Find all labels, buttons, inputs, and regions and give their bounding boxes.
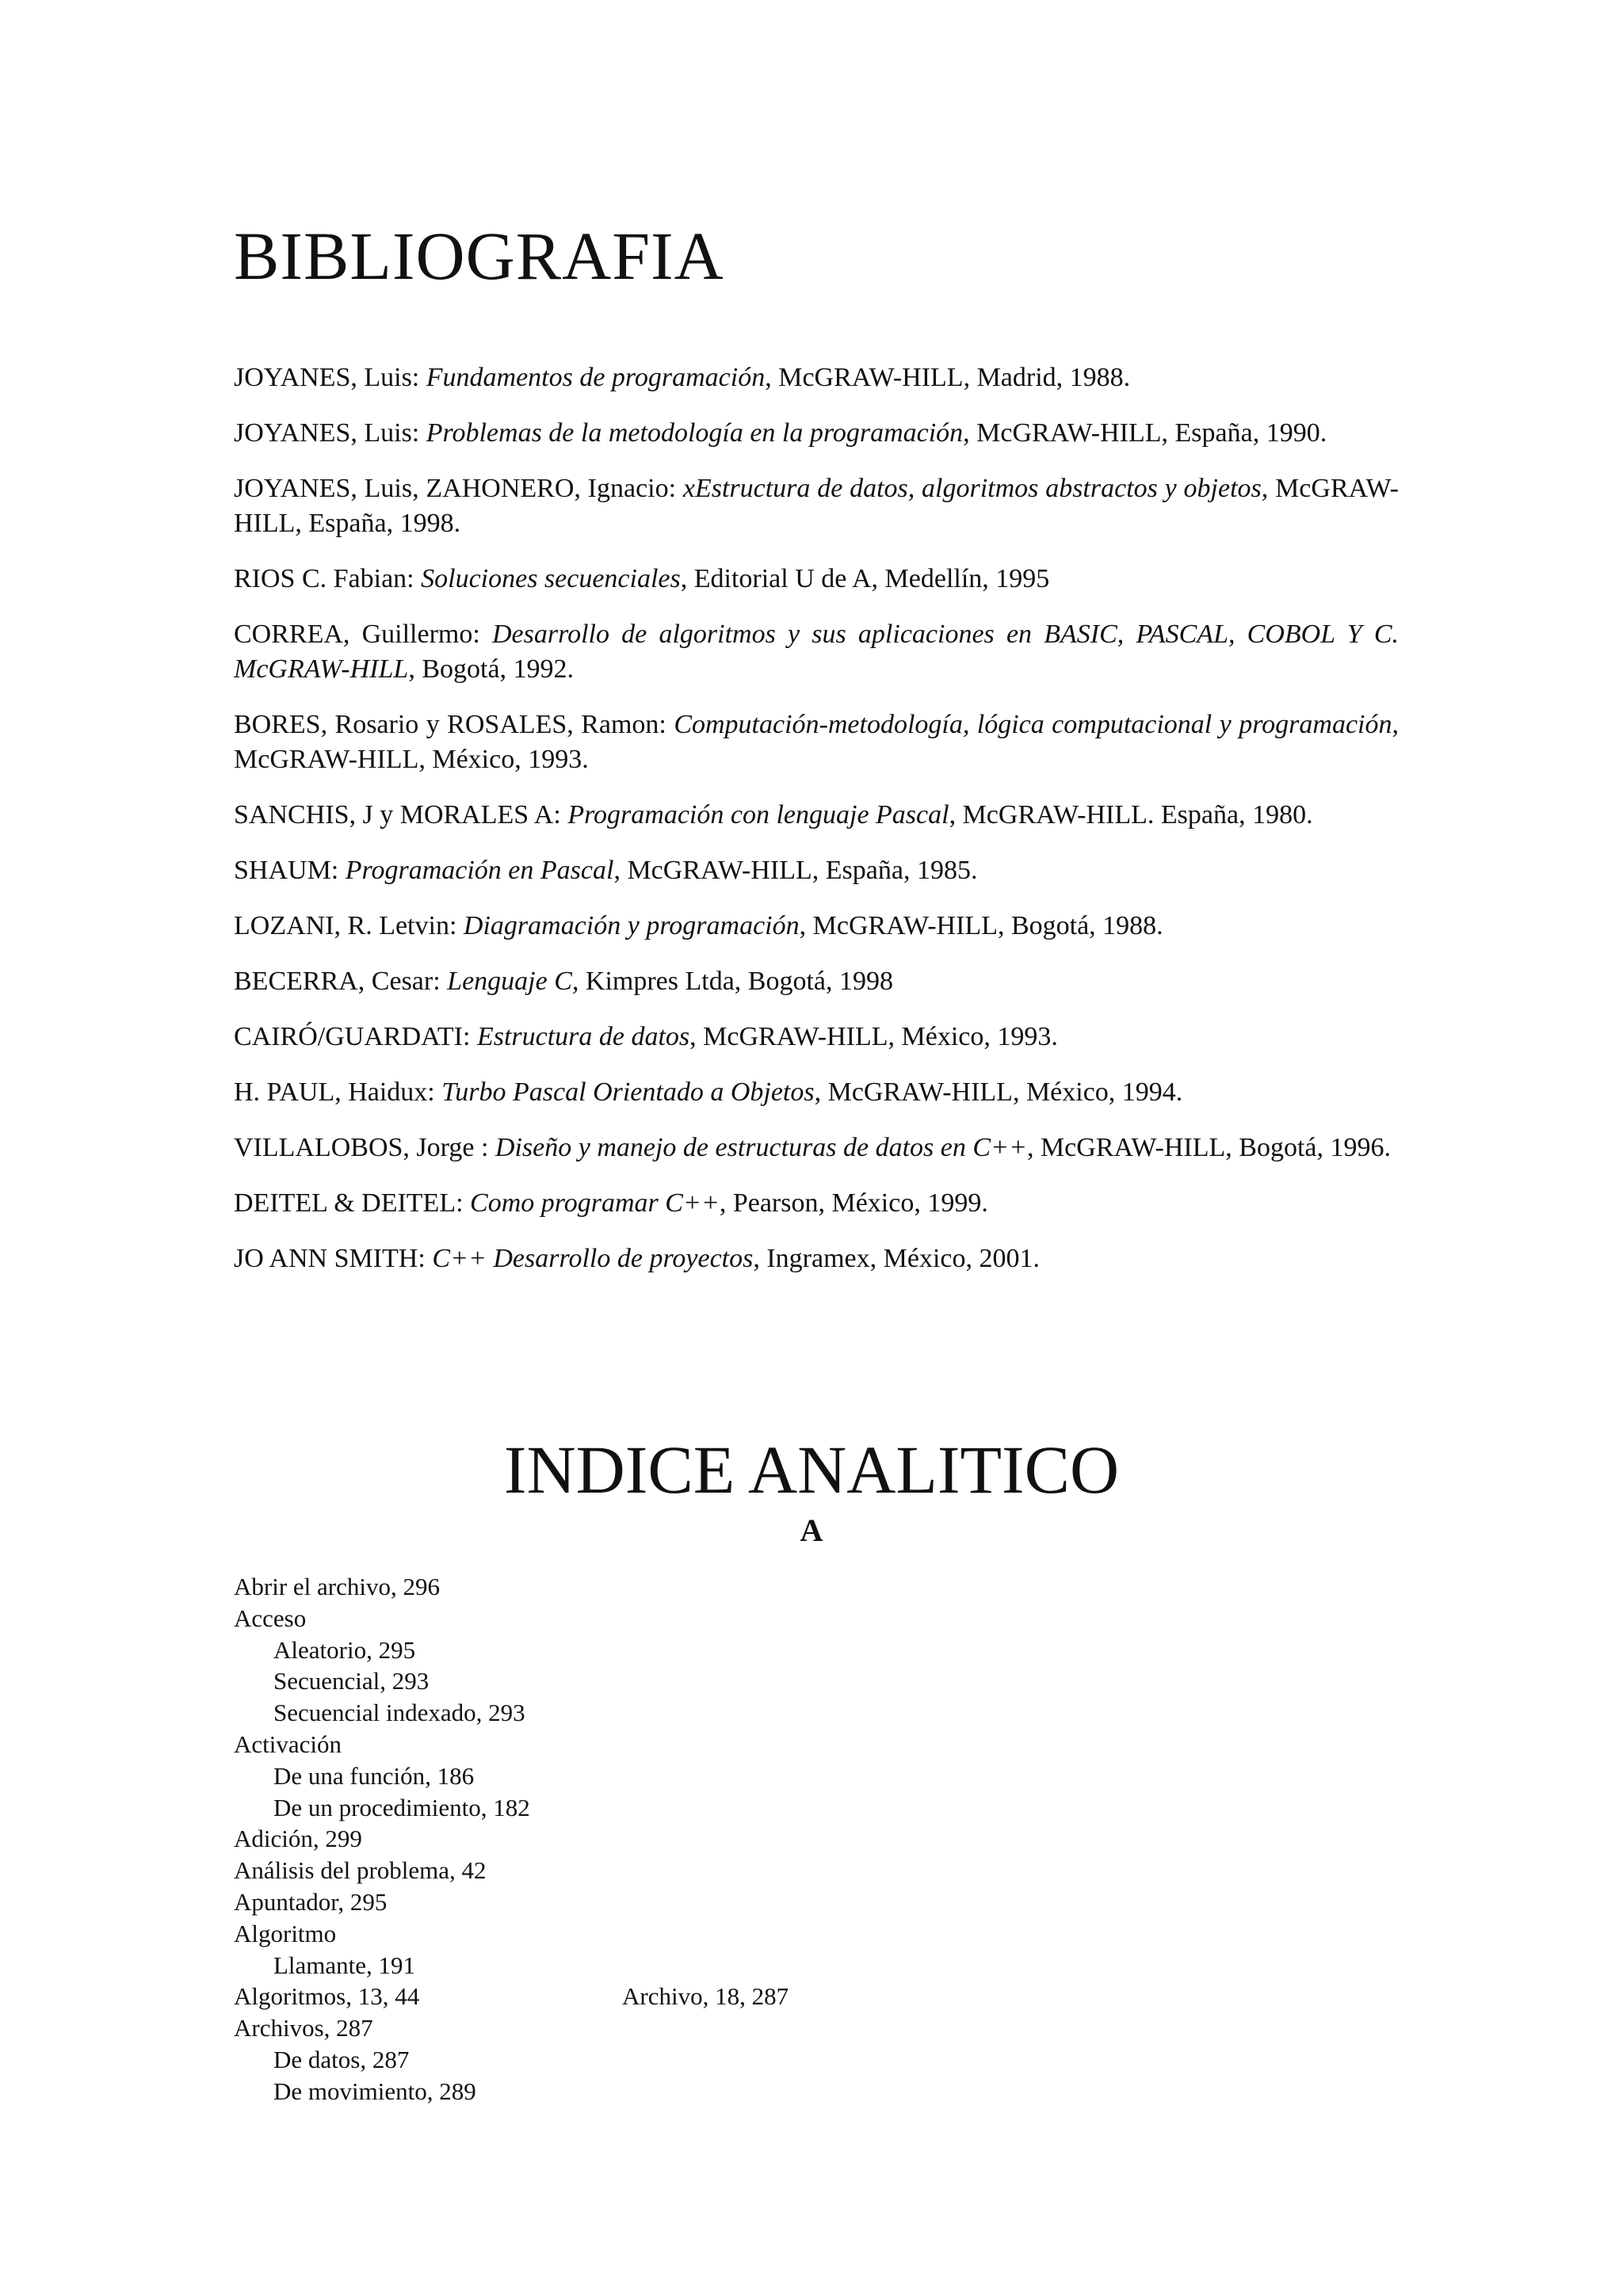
reference-author: RIOS C. Fabian: (234, 564, 422, 593)
reference-publisher: , McGRAW-HILL, Bogotá, 1996. (1026, 1133, 1391, 1162)
index-subentry: Llamante, 191 (273, 1951, 416, 1979)
index-entry: Archivos, 287 (234, 2014, 373, 2042)
index-subentry: De una función, 186 (273, 1761, 475, 1790)
index-entry: Análisis del problema, 42 (234, 1856, 487, 1885)
reference-publisher: , McGRAW-HILL, México, 1994. (814, 1077, 1183, 1107)
bibliography-entry (234, 1075, 1399, 1110)
reference-publisher: Kimpres Ltda, Bogotá, 1998 (579, 967, 894, 996)
reference-author: SANCHIS, J y MORALES A: (234, 800, 568, 830)
reference-author: JOYANES, Luis: (234, 418, 426, 448)
index-subentry: De un procedimiento, 182 (273, 1793, 530, 1821)
reference-publisher: McGRAW-HILL, España, 1998. (234, 474, 1399, 538)
reference-publisher: , McGRAW-HILL, México, 1993. (689, 1022, 1058, 1051)
bibliography-entry (234, 1020, 1399, 1055)
reference-author: JOYANES, Luis: (234, 363, 426, 392)
reference-title: Como programar C++ (470, 1188, 720, 1218)
reference-title: Fundamentos de programación (426, 363, 766, 392)
reference-author: VILLALOBOS, Jorge : (234, 1133, 495, 1162)
reference-publisher: , McGRAW-HILL, Bogotá, 1988. (799, 911, 1163, 940)
bibliography-entry (234, 617, 1399, 687)
bibliography-entry (234, 416, 1399, 451)
reference-author: SHAUM: (234, 856, 346, 885)
index-column-1 (234, 1571, 530, 2107)
reference-title: Problemas de la metodología en la programación (426, 418, 964, 448)
bibliography-entry (234, 707, 1399, 777)
bibliography-list (234, 360, 1399, 1297)
index-entry: Activación (234, 1730, 342, 1758)
index-entry: Algoritmos, 13, 44 (234, 1982, 420, 2011)
bibliography-entry (234, 798, 1399, 833)
bibliography-entry (234, 471, 1399, 541)
bibliography-title: BIBLIOGRAFIA (234, 218, 724, 294)
index-subentry: De movimiento, 289 (273, 2077, 476, 2105)
reference-author: BECERRA, Cesar: (234, 967, 448, 996)
index-entry: Apuntador, 295 (234, 1887, 388, 1916)
reference-author: CORREA, Guillermo: (234, 620, 492, 649)
reference-title: Turbo Pascal Orientado a Objetos (441, 1077, 815, 1107)
reference-author: CAIRÓ/GUARDATI: (234, 1022, 477, 1051)
reference-title: Diseño y manejo de estructuras de datos en C++ (495, 1133, 1027, 1162)
reference-publisher: , McGRAW-HILL, España, 1990. (963, 418, 1327, 448)
bibliography-entry (234, 909, 1399, 944)
reference-title: C++ Desarrollo de proyectos (432, 1244, 754, 1273)
reference-author: DEITEL & DEITEL: (234, 1188, 471, 1218)
reference-publisher: , McGRAW-HILL, Madrid, 1988. (765, 363, 1131, 392)
bibliography-entry (234, 1131, 1399, 1165)
bibliography-entry (234, 1186, 1399, 1221)
reference-publisher: , Ingramex, México, 2001. (753, 1244, 1040, 1273)
reference-author: JO ANN SMITH: (234, 1244, 433, 1273)
reference-title: xEstructura de datos, algoritmos abstractos y objetos, (682, 474, 1269, 503)
reference-title: Lenguaje C, (447, 967, 579, 996)
reference-publisher: , McGRAW-HILL, México, 1993. (234, 710, 1399, 774)
bibliography-entry (234, 964, 1399, 999)
reference-title: Soluciones secuenciales (421, 564, 681, 593)
reference-author: H. PAUL, Haidux: (234, 1077, 442, 1107)
reference-publisher: , Editorial U de A, Medellín, 1995 (680, 564, 1050, 593)
reference-publisher: , McGRAW-HILL. España, 1980. (949, 800, 1313, 830)
bibliography-entry (234, 562, 1399, 597)
reference-title: Diagramación y programación (463, 911, 800, 940)
index-subentry: Secuencial, 293 (273, 1667, 430, 1695)
reference-title: Estructura de datos (476, 1022, 690, 1051)
index-entry: Adición, 299 (234, 1825, 362, 1853)
reference-title: Desarrollo de algoritmos y sus aplicaciones en BASIC, PASCAL, COBOL Y C. McGRAW-HILL (234, 620, 1400, 684)
index-title: INDICE ANALITICO (503, 1432, 1120, 1508)
bibliography-entry (234, 853, 1399, 888)
reference-author: JOYANES, Luis, ZAHONERO, Ignacio: (234, 474, 683, 503)
reference-title: Programación con lenguaje Pascal (567, 800, 949, 830)
reference-author: BORES, Rosario y ROSALES, Ramon: (234, 710, 674, 739)
index-entry: Acceso (234, 1604, 307, 1632)
reference-publisher: , McGRAW-HILL, España, 1985. (613, 856, 978, 885)
index-subentry: De datos, 287 (273, 2045, 410, 2073)
reference-title: Computación-metodología, lógica computacional y programación (674, 710, 1392, 739)
index-subentry: Aleatorio, 295 (273, 1635, 416, 1664)
bibliography-entry (234, 1241, 1399, 1276)
index-entry: Abrir el archivo, 296 (234, 1573, 440, 1600)
index-letter-heading: A (800, 1512, 823, 1548)
index-entry: Algoritmo (234, 1919, 337, 1947)
reference-title: Programación en Pascal (345, 856, 614, 885)
index-column-2-entry: Archivo, 18, 287 (622, 1982, 789, 2010)
reference-author: LOZANI, R. Letvin: (234, 911, 464, 940)
index-subentry: Secuencial indexado, 293 (273, 1699, 525, 1727)
bibliography-entry (234, 360, 1399, 395)
reference-publisher: , Bogotá, 1992. (408, 654, 575, 684)
reference-publisher: , Pearson, México, 1999. (719, 1188, 988, 1218)
